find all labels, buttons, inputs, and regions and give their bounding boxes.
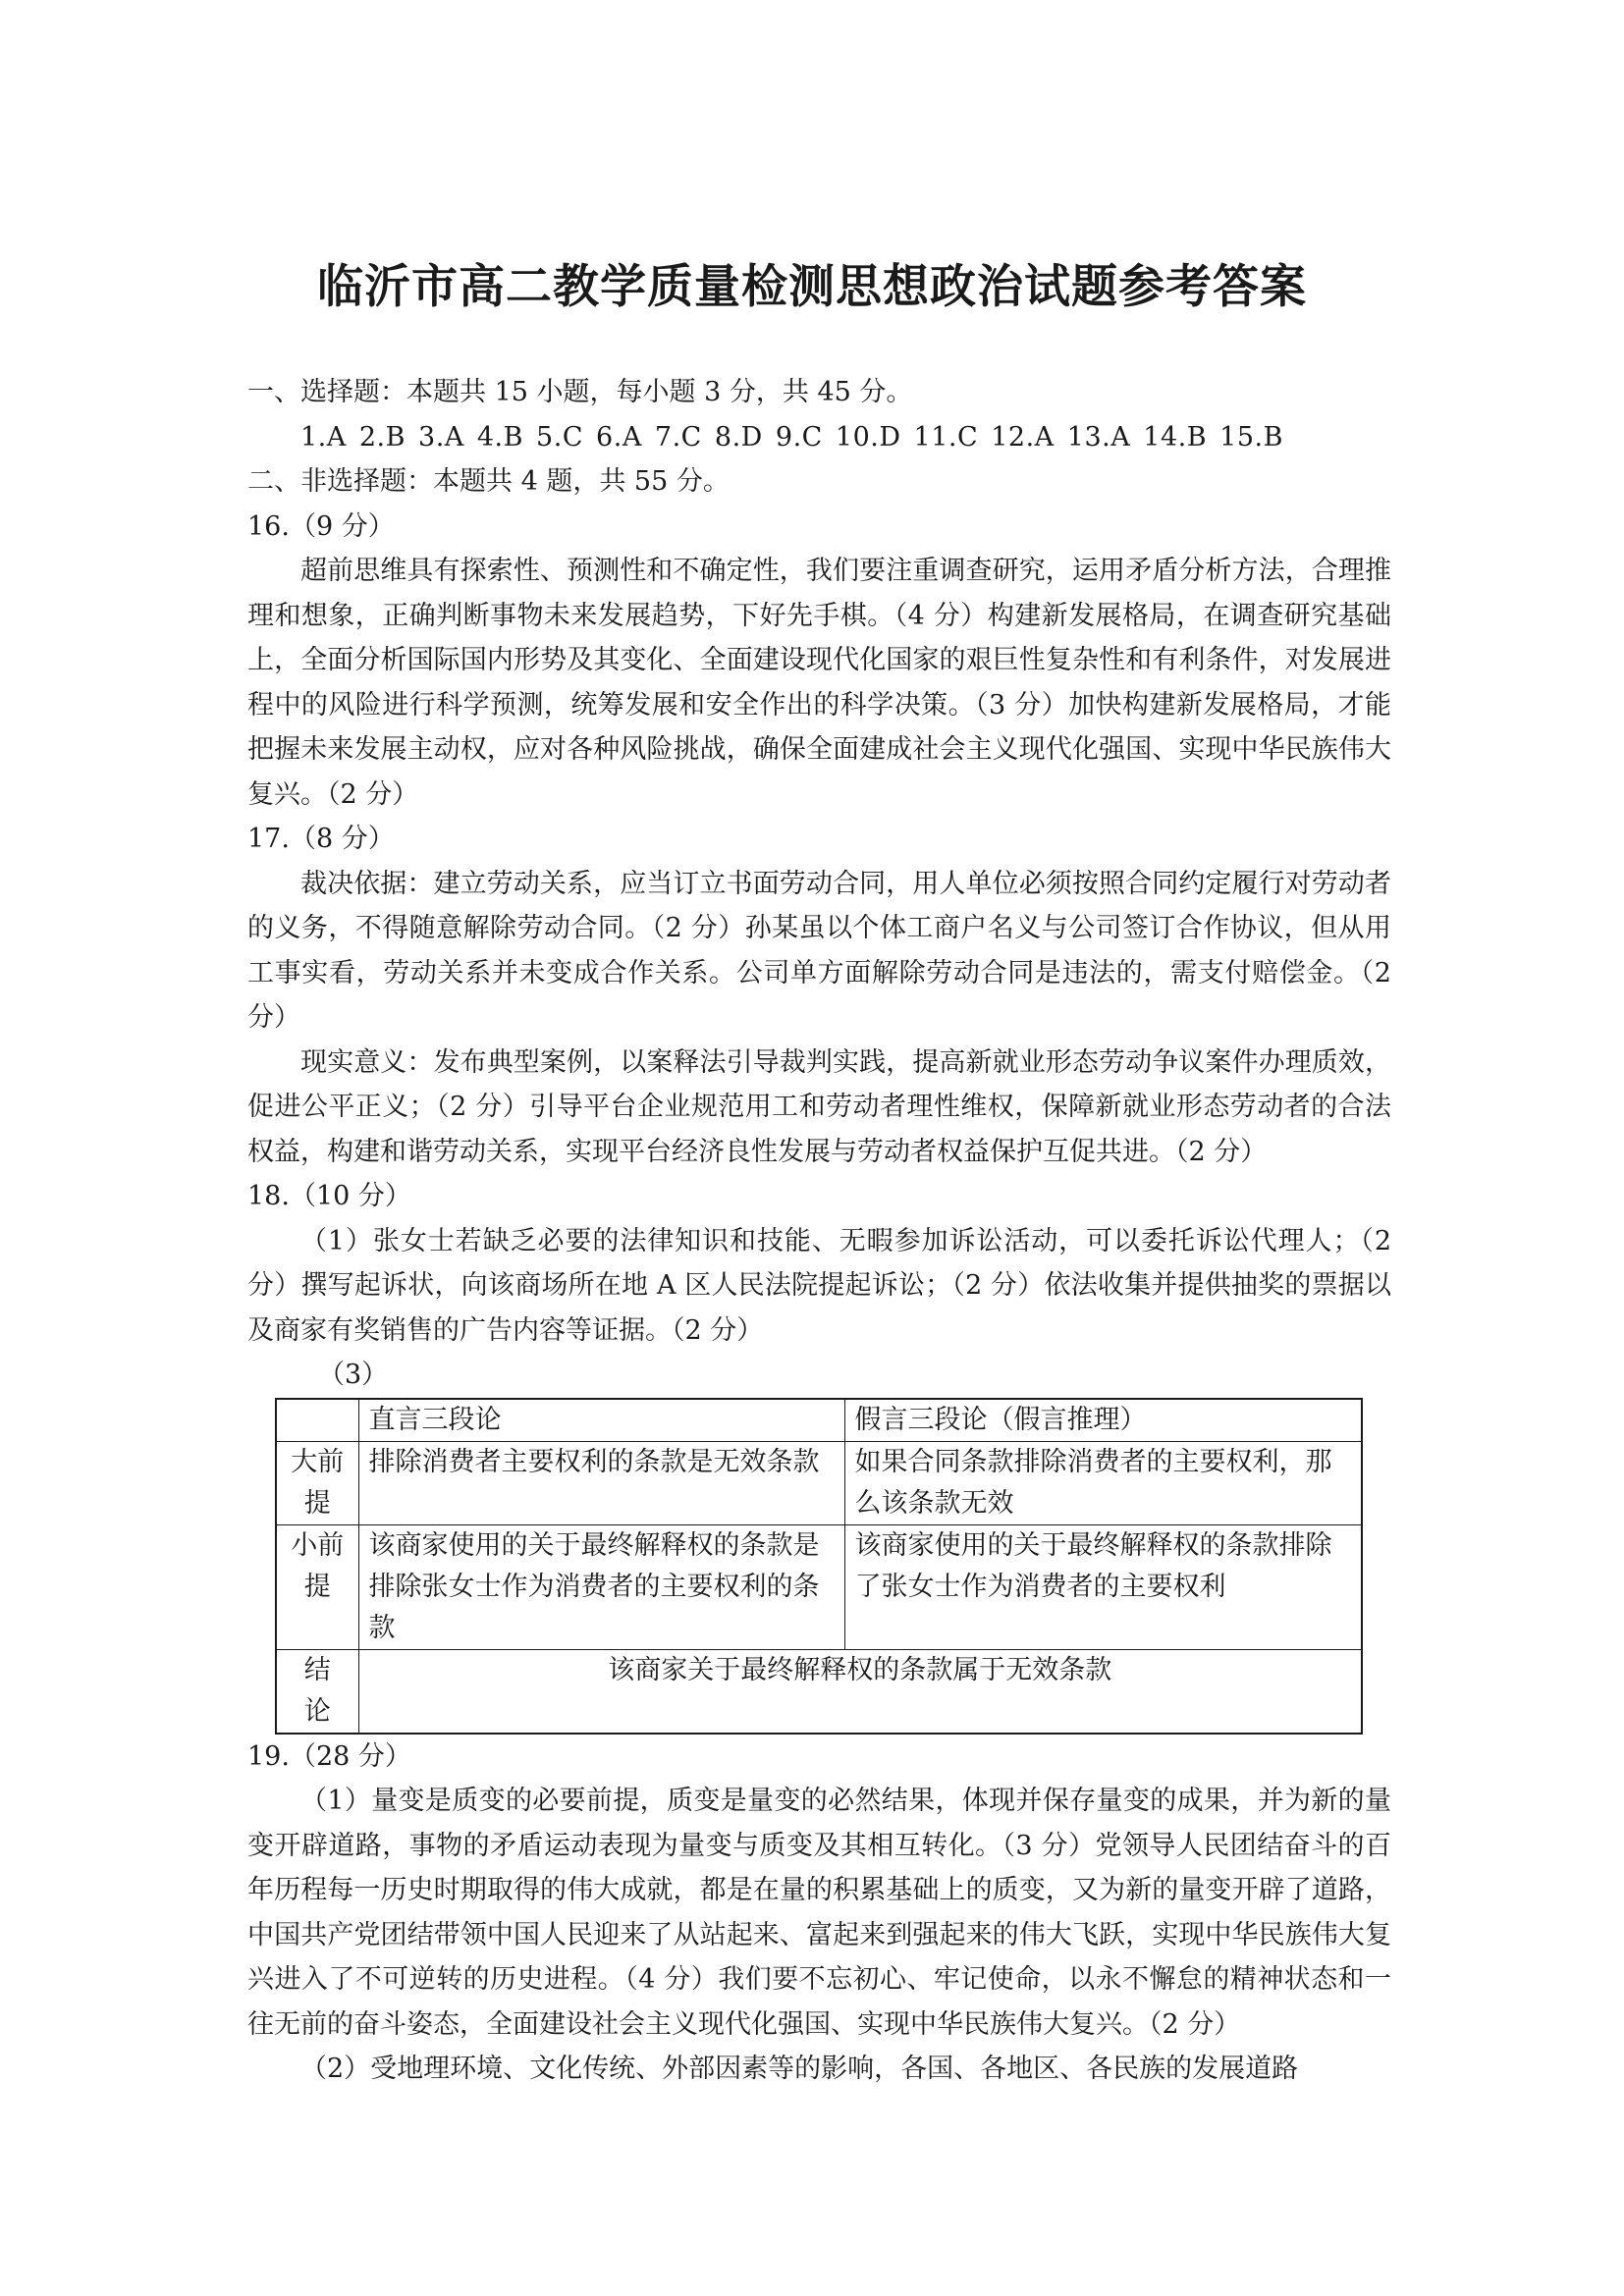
document-title: 临沂市高二教学质量检测思想政治试题参考答案 [317, 260, 1307, 314]
q18-label: 18.（10 分） [247, 1181, 411, 1211]
q19-label: 19.（28 分） [247, 1740, 411, 1772]
q17-significance: 现实意义：发布典型案例，以案释法引导裁判实践，提高新就业形态劳动争议案件办理质效，促进公平正义；（2 分）引导平台企业规范用工和劳动者理性维权，保障新就业形态劳动者的合法权益，构建和谐劳动关系，实现平台经济良性发展与劳动者权益保护互促共进。（2 分） [247, 1046, 1391, 1167]
q17-label: 17.（8 分） [247, 824, 395, 854]
q18-part3-label: （3） [318, 1360, 389, 1390]
conclusion-cell: 该商家关于最终解释权的条款属于无效条款 [358, 1649, 1362, 1734]
row-label-major-premise: 大前提 [276, 1441, 358, 1524]
q19-part2: （2）受地理环境、文化传统、外部因素等的影响，各国、各地区、各民族的发展道路 [300, 2054, 1299, 2084]
minor-premise-categorical: 该商家使用的关于最终解释权的条款是排除张女士作为消费者的主要权利的条款 [358, 1524, 844, 1649]
table-corner-cell [276, 1399, 358, 1442]
table-row [276, 1524, 1362, 1649]
q16-label: 16.（9 分） [247, 510, 395, 542]
minor-premise-hypothetical: 该商家使用的关于最终解释权的条款排除了张女士作为消费者的主要权利 [844, 1524, 1362, 1649]
table-row [276, 1441, 1362, 1524]
table-header-hypothetical: 假言三段论（假言推理） [844, 1399, 1362, 1442]
q18-part1: （1）张女士若缺乏必要的法律知识和技能、无暇参加诉讼活动，可以委托诉讼代理人；（2 分）撰写起诉状，向该商场所在地 A 区人民法院提起诉讼；（2 分）依法收集并提供抽奖的票据以及商家有奖销售的广告内容等证据。（2 分） [247, 1225, 1391, 1346]
row-label-minor-premise: 小前提 [276, 1524, 358, 1649]
table-row [276, 1649, 1362, 1734]
q16-answer: 超前思维具有探索性、预测性和不确定性，我们要注重调查研究，运用矛盾分析方法，合理推理和想象，正确判断事物未来发展趋势，下好先手棋。（4 分）构建新发展格局，在调查研究基础上，全面分析国际国内形势及其变化、全面建设现代化国家的艰巨性复杂性和有利条件，对发展进程中的风险进行科学预测，统筹发展和安全作出的科学决策。（3 分）加快构建新发展格局，才能把握未来发展主动权，应对各种风险挑战，确保全面建成社会主义现代化强国、实现中华民族伟大复兴。（2 分） [247, 556, 1391, 810]
q17-basis: 裁决依据：建立劳动关系，应当订立书面劳动合同，用人单位必须按照合同约定履行对劳动者的义务，不得随意解除劳动合同。（2 分）孙某虽以个体工商户名义与公司签订合作协议，但从用工事实看，劳动关系并未变成合作关系。公司单方面解除劳动合同是违法的，需支付赔偿金。（2 分） [247, 868, 1391, 1033]
major-premise-hypothetical: 如果合同条款排除消费者的主要权利，那么该条款无效 [844, 1441, 1362, 1524]
section1-heading: 一、选择题：本题共 15 小题，每小题 3 分，共 45 分。 [247, 377, 913, 407]
table-header-row [276, 1399, 1362, 1442]
choice-answers: 1.A 2.B 3.A 4.B 5.C 6.A 7.C 8.D 9.C 10.D 11.C 12.A 13.A 14.B 15.B [300, 421, 1283, 453]
answer-content [247, 370, 1391, 2092]
syllogism-table [275, 1398, 1363, 1735]
table-header-categorical: 直言三段论 [358, 1399, 844, 1442]
section2-heading: 二、非选择题：本题共 4 题，共 55 分。 [247, 466, 730, 497]
row-label-conclusion: 结 论 [276, 1649, 358, 1734]
major-premise-categorical: 排除消费者主要权利的条款是无效条款 [358, 1441, 844, 1524]
q19-part1: （1）量变是质变的必要前提，质变是量变的必然结果，体现并保存量变的成果，并为新的量变开辟道路，事物的矛盾运动表现为量变与质变及其相互转化。（3 分）党领导人民团结奋斗的百年历程每一历史时期取得的伟大成就，都是在量的积累基础上的质变，又为新的量变开辟了道路，中国共产党团结带领中国人民迎来了从站起来、富起来到强起来的伟大飞跃，实现中华民族伟大复兴进入了不可逆转的历史进程。（4 分）我们要不忘初心、牢记使命，以永不懈怠的精神状态和一往无前的奋斗姿态，全面建设社会主义现代化强国、实现中华民族伟大复兴。（2 分） [247, 1786, 1391, 2040]
